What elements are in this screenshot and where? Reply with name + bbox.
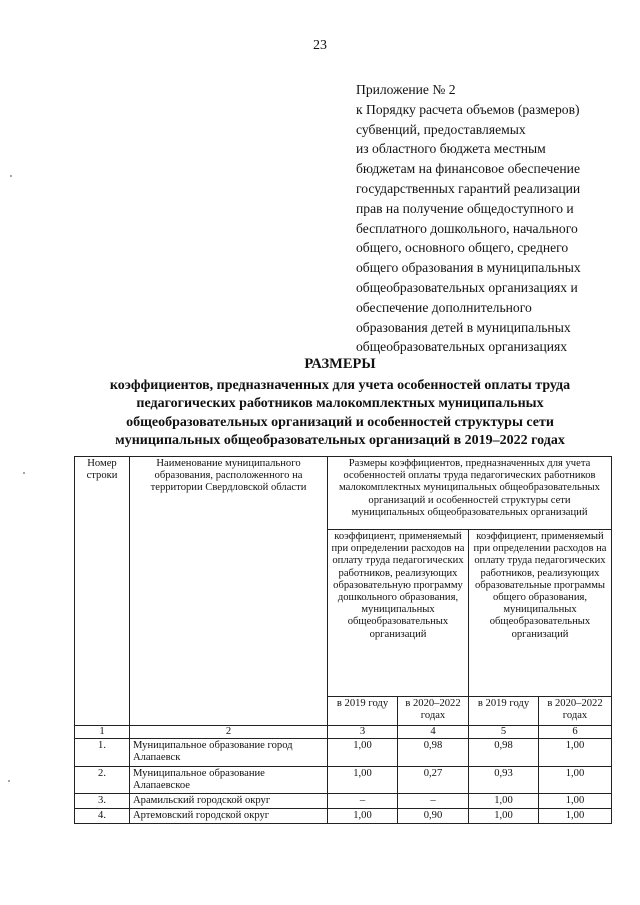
title-main: РАЗМЕРЫ <box>304 356 376 372</box>
page-number: 23 <box>313 38 327 53</box>
appendix-note <box>356 80 626 357</box>
value-2020-2022-preschool: 0,98 <box>398 739 469 766</box>
value-2019-general: 1,00 <box>469 794 539 809</box>
column-number: 4 <box>398 726 469 739</box>
value-2020-2022-general: 1,00 <box>539 809 612 824</box>
title-line: педагогических работников малокомплектных муниципальных <box>136 396 544 411</box>
appendix-line: бюджетам на финансовое обеспечение <box>356 161 580 177</box>
scan-speck <box>8 780 10 782</box>
appendix-line: общеобразовательных организациях <box>356 339 568 355</box>
column-number: 5 <box>469 726 539 739</box>
header-2020-2022-preschool: в 2020–2022 годах <box>398 697 469 726</box>
appendix-line: образования детей в муниципальных <box>356 319 571 335</box>
header-row-number: Номер строки <box>75 457 130 726</box>
appendix-line: общего образования в муниципальных <box>356 260 581 276</box>
column-number: 2 <box>130 726 328 739</box>
value-2019-general: 0,98 <box>469 739 539 766</box>
appendix-line: бесплатного дошкольного, начального <box>356 220 578 236</box>
table-row <box>75 766 612 793</box>
header-preschool-coefficient: коэффициент, применяемый при определении расходов на оплату труда педагогических работников, реализующих образовательную программу дошкольного образования, муниципальных общеобразовательных организаций <box>328 530 469 697</box>
row-number: 1. <box>75 739 130 766</box>
value-2020-2022-general: 1,00 <box>539 794 612 809</box>
value-2019-general: 0,93 <box>469 766 539 793</box>
appendix-line: государственных гарантий реализации <box>356 180 581 196</box>
appendix-line: к Порядку расчета объемов (размеров) <box>356 101 580 117</box>
row-number: 2. <box>75 766 130 793</box>
header-2019-preschool: в 2019 году <box>328 697 398 726</box>
appendix-line: прав на получение общедоступного и <box>356 200 574 216</box>
row-number: 4. <box>75 809 130 824</box>
column-numbers-row <box>75 726 612 739</box>
header-2019-general: в 2019 году <box>469 697 539 726</box>
municipality-name: Муниципальное образование город Алапаевск <box>130 739 328 766</box>
header-2020-2022-general: в 2020–2022 годах <box>539 697 612 726</box>
scan-speck <box>23 472 25 474</box>
document-title <box>40 355 640 451</box>
table-row <box>75 809 612 824</box>
table-row <box>75 739 612 766</box>
municipality-name: Муниципальное образование Алапаевское <box>130 766 328 793</box>
value-2019-preschool: 1,00 <box>328 809 398 824</box>
column-number: 6 <box>539 726 612 739</box>
header-coefficients: Размеры коэффициентов, предназначенных для учета особенностей оплаты труда педагогических работников малокомплектных муниципальных общеобразовательных организаций и особенностей структуры сети муниципальных общеобразовательных организаций <box>328 457 612 530</box>
appendix-line: обеспечение дополнительного <box>356 299 532 315</box>
value-2020-2022-preschool: – <box>398 794 469 809</box>
appendix-line: Приложение № 2 <box>356 82 456 97</box>
municipality-name: Артемовский городской округ <box>130 809 328 824</box>
column-number: 3 <box>328 726 398 739</box>
value-2019-general: 1,00 <box>469 809 539 824</box>
header-municipality: Наименование муниципального образования, расположенного на территории Свердловской области <box>130 457 328 726</box>
appendix-line: общеобразовательных организациях и <box>356 279 578 295</box>
row-number: 3. <box>75 794 130 809</box>
scan-speck <box>10 175 12 177</box>
value-2019-preschool: – <box>328 794 398 809</box>
table-row <box>75 794 612 809</box>
appendix-line: субвенций, предоставляемых <box>356 121 526 137</box>
value-2019-preschool: 1,00 <box>328 739 398 766</box>
title-line: коэффициентов, предназначенных для учета особенностей оплаты труда <box>109 377 571 393</box>
value-2020-2022-preschool: 0,90 <box>398 809 469 824</box>
appendix-line: из областного бюджета местным <box>356 141 546 157</box>
value-2020-2022-preschool: 0,27 <box>398 766 469 793</box>
municipality-name: Арамильский городской округ <box>130 794 328 809</box>
title-line: муниципальных общеобразовательных организаций в 2019–2022 годах <box>115 433 565 448</box>
value-2020-2022-general: 1,00 <box>539 739 612 766</box>
value-2019-preschool: 1,00 <box>328 766 398 793</box>
title-line: общеобразовательных организаций и особенностей структуры сети <box>126 414 554 430</box>
appendix-line: общего, основного общего, среднего <box>356 240 569 256</box>
coefficients-table <box>74 456 612 824</box>
header-general-coefficient: коэффициент, применяемый при определении расходов на оплату труда педагогических работников, реализующих образовательные программы общего образования, муниципальных общеобразовательных организаций <box>469 530 612 697</box>
value-2020-2022-general: 1,00 <box>539 766 612 793</box>
column-number: 1 <box>75 726 130 739</box>
